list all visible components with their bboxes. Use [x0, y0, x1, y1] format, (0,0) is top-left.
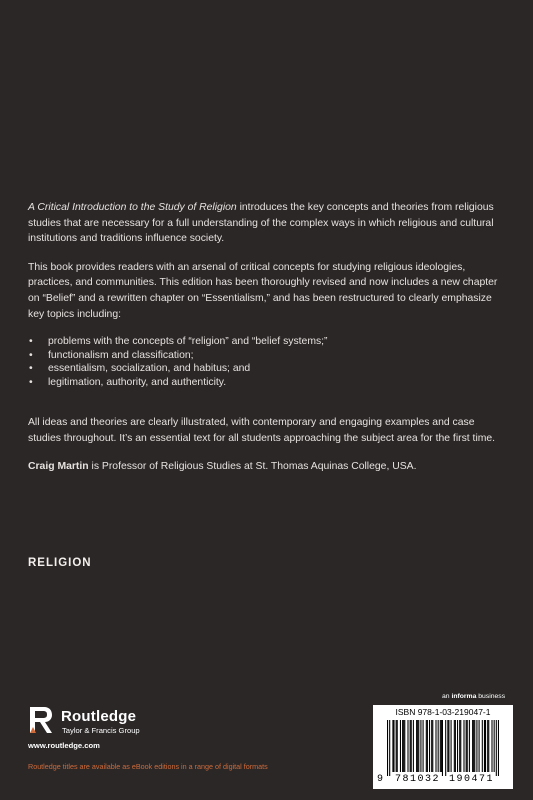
book-title: A Critical Introduction to the Study of Religion [28, 202, 237, 213]
barcode-bar [432, 720, 433, 772]
ebook-note: Routledge titles are available as eBook editions in a range of digital formats [28, 762, 268, 771]
topic-item: • functionalism and classification; [28, 349, 506, 363]
barcode-bar [445, 720, 446, 776]
informa-prefix: an [442, 693, 452, 700]
barcode-bar [417, 720, 418, 772]
barcode-bar [404, 720, 405, 772]
barcode-bar [426, 720, 427, 772]
barcode-bar [429, 720, 430, 772]
barcode-bar [423, 720, 424, 772]
barcode-bar [473, 720, 474, 772]
barcode-bar [431, 720, 432, 772]
barcode-bar [476, 720, 477, 772]
barcode-bar [491, 720, 492, 772]
barcode-bar [485, 720, 486, 772]
barcode-bar [392, 720, 393, 772]
author-bio-text: is Professor of Religious Studies at St. Thomas Aquinas College, USA. [88, 461, 417, 473]
publisher-website[interactable]: www.routledge.com [28, 741, 100, 750]
barcode-bar [416, 720, 417, 772]
intro-text: introduces the key concepts and theories from religious studies that are necessary for a full understanding of the complex ways in which religious and cultural institutions and traditions influence society. [28, 202, 494, 245]
topic-item: • essentialism, socialization, and habitus; and [28, 362, 506, 376]
barcode-digit-lead: 9 [377, 774, 384, 785]
barcode-bar [448, 720, 449, 772]
barcode-bar [389, 720, 390, 776]
barcode-bar [411, 720, 412, 772]
blurb [28, 200, 506, 488]
barcode-bar [474, 720, 475, 772]
barcode-digits-right: 190471 [449, 774, 495, 785]
barcode-bar [400, 720, 401, 772]
barcode-bar [435, 720, 436, 772]
barcode-bar [494, 720, 495, 772]
barcode-bar [463, 720, 464, 772]
informa-suffix: business [476, 693, 506, 700]
barcode-bar [397, 720, 398, 772]
barcode-bar [498, 720, 499, 776]
barcode-bar [472, 720, 473, 772]
barcode-bar [440, 720, 441, 772]
barcode-bar [420, 720, 421, 772]
barcode-bar [460, 720, 461, 772]
barcode [373, 705, 513, 789]
author-bio [28, 459, 506, 475]
barcode-bar [454, 720, 455, 772]
barcode-bar [413, 720, 414, 772]
subject-category: RELIGION [28, 557, 92, 569]
barcode-bar [467, 720, 468, 772]
informa-tagline [442, 693, 505, 700]
publisher-name: Routledge [61, 708, 137, 725]
barcode-bar [451, 720, 452, 772]
barcode-bar [393, 720, 394, 772]
barcode-bar [396, 720, 397, 772]
barcode-bar [438, 720, 439, 772]
barcode-bar [442, 720, 443, 776]
description-paragraph: This book provides readers with an arsenal of critical concepts for studying religious ideologies, practices, and communities. This edition has been thoroughly revised and now includes a new chapter on “Belief” and a rewritten chapter on “Essentialism,” and has been restructured to clearly emphasize key topics including: [28, 261, 498, 320]
barcode-bar [407, 720, 408, 772]
publisher-group: Taylor & Francis Group [62, 726, 140, 735]
topic-item: • legitimation, authority, and authenticity. [28, 376, 506, 390]
barcode-digits-left: 781032 [395, 774, 441, 785]
barcode-bar [487, 720, 488, 772]
informa-brand: informa [451, 693, 477, 700]
barcode-bar [387, 720, 388, 776]
summary-paragraph: All ideas and theories are clearly illustrated, with contemporary and engaging examples and case studies throughout. It’s an essential text for all students approaching the subject area for the first time. [28, 417, 496, 444]
barcode-bar [466, 720, 467, 772]
barcode-bar [441, 720, 442, 772]
topic-list [28, 335, 506, 389]
barcode-bar [459, 720, 460, 772]
barcode-bar [488, 720, 489, 772]
author-name: Craig Martin [28, 461, 89, 473]
barcode-bar [482, 720, 483, 772]
isbn-number: ISBN 978-1-03-219047-1 [395, 707, 491, 717]
barcode-bar [479, 720, 480, 772]
routledge-r-logo-icon [28, 705, 54, 735]
barcode-bar [402, 720, 403, 772]
barcode-bar [427, 720, 428, 772]
barcode-bar [457, 720, 458, 772]
barcode-bar [447, 720, 448, 772]
barcode-bar [496, 720, 497, 776]
barcode-bar [410, 720, 411, 772]
barcode-bars [387, 720, 499, 776]
barcode-bar [469, 720, 470, 772]
barcode-bar [418, 720, 419, 772]
barcode-bar [455, 720, 456, 772]
barcode-bar [403, 720, 404, 772]
topic-item: • problems with the concepts of “religion” and “belief systems;” [28, 335, 506, 349]
intro-paragraph [28, 200, 506, 247]
barcode-bar [484, 720, 485, 772]
